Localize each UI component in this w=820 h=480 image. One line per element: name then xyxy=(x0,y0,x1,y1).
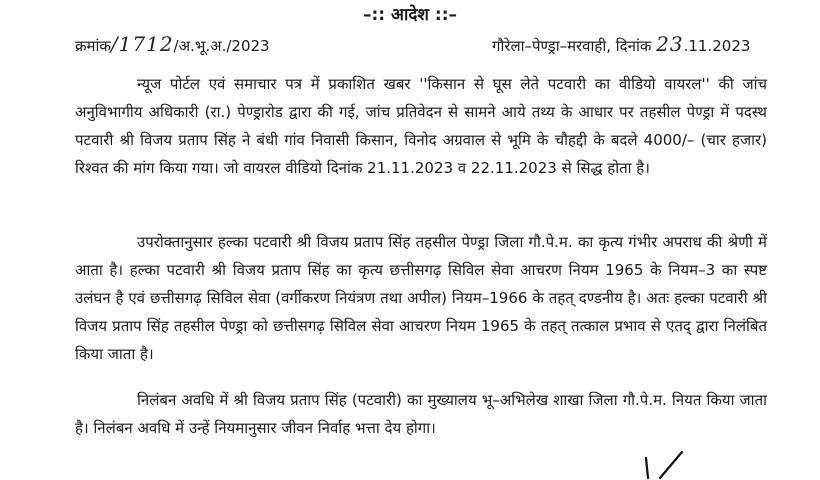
handwritten-date-day: 23 xyxy=(656,32,684,56)
date-month-year: .11.2023 xyxy=(683,37,751,55)
reference-prefix: क्रमांक xyxy=(75,37,111,55)
place-date-label: गौरेला–पेण्ड्रा–मरवाही, दिनांक xyxy=(492,37,652,55)
paragraph-complaint: न्यूज पोर्टल एवं समाचार पत्र में प्रकाशित खबर ''किसान से घूस लेते पटवारी का वीडियो वायरल'' की जांच अनुविभागीय अधिकारी (रा.) पेण्ड्रारोड द्वारा की गई, जांच प्रतिवेदन से सामने आये तथ्य के आधार पर तहसील पेण्ड्रा में पदस्थ पटवारी श्री विजय प्रताप सिंह ने बंधी गांव निवासी किसान, विनोद अग्रवाल से भूमि के चौहद्दी के बदले 4000/– (चार हजार) रिश्वत की मांग किया गया। जो वायरल वीडियो दिनांक 21.11.2023 व 22.11.2023 से सिद्ध होता है। xyxy=(75,75,767,177)
place-date xyxy=(492,32,750,56)
reference-number xyxy=(75,32,270,56)
signature-mark-icon xyxy=(640,448,700,480)
paragraph-violation: उपरोक्तानुसार हल्का पटवारी श्री विजय प्रताप सिंह तहसील पेण्ड्रा जिला गौ.पे.म. का कृत्य गंभीर अपराध की श्रेणी में आता है। हल्का पटवारी श्री विजय प्रताप सिंह का कृत्य छत्तीसगढ़ सिविल सेवा आचरण नियम 1965 के नियम–3 का स्पष्ट उलंघन है एवं छत्तीसगढ़ सिविल सेवा (वर्गीकरण नियंत्रण तथा अपील) नियम–1966 के तहत् दण्डनीय है। अतः हल्का पटवारी श्री विजय प्रताप सिंह तहसील पेण्ड्रा को छत्तीसगढ़ सिविल सेवा आचरण नियम 1965 के तहत् तत्काल प्रभाव से एतद् द्वारा निलंबित किया जाता है। xyxy=(75,233,767,363)
order-title: –:: आदेश ::– xyxy=(363,5,457,25)
paragraph-suspension-terms: निलंबन अवधि में श्री विजय प्रताप सिंह (पटवारी) का मुख्यालय भू–अभिलेख शाखा जिला गौ.पे.म. नियत किया जाता है। निलंबन अवधि में उन्हें नियमानुसार जीवन निर्वाह भत्ता देय होगा। xyxy=(75,391,767,437)
reference-suffix: /अ.भू.अ./2023 xyxy=(173,37,270,55)
handwritten-order-number: /1712 xyxy=(110,32,174,56)
